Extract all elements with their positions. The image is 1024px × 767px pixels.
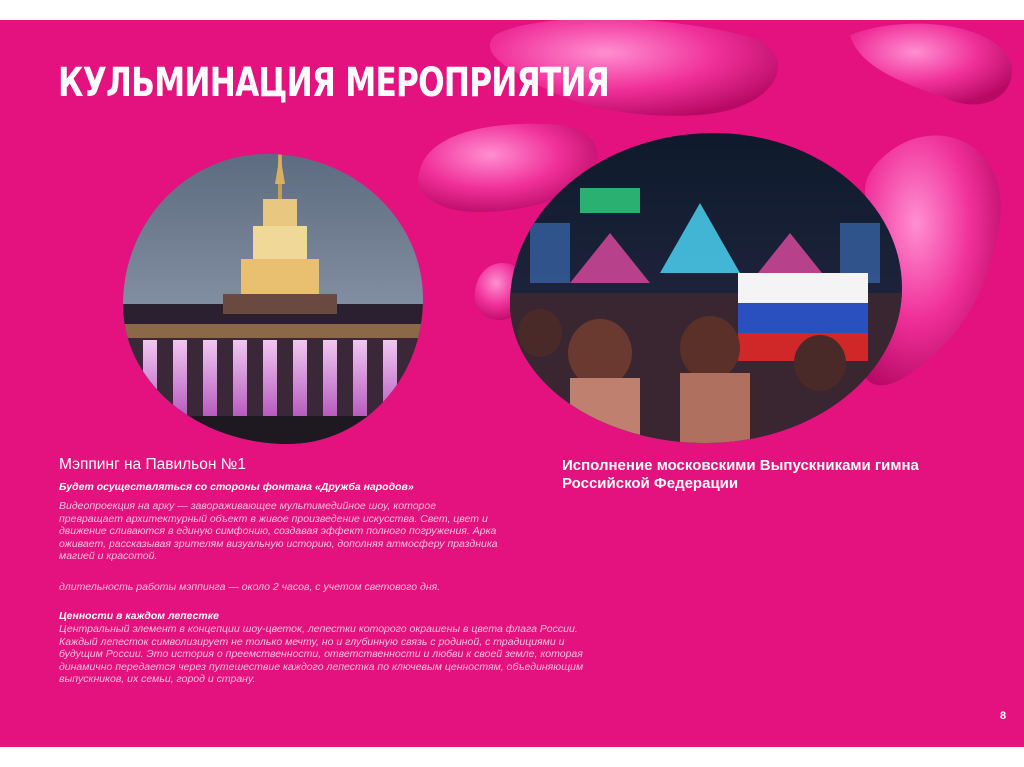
page-number: 8 [1000, 710, 1007, 722]
values-description: Центральный элемент в концепции шоу-цветок, лепестки которого окрашены в цвета флага России. Каждый лепесток символизирует не только мечту, но и глубинную связь с родиной, с традициями и будущим России. Это история о преемственности, ответственности и любви к своей земле, которая динамично передается через путешествие каждого лепестка по ключевым ценностям, объединяющим выпускников, их семьи, город и страну. [59, 623, 584, 685]
slide [0, 20, 1024, 747]
page-title: КУЛЬМИНАЦИЯ МЕРОПРИЯТИЯ [58, 60, 609, 106]
mapping-duration: длительность работы мэппинга — около 2 часов, с учетом светового дня. [59, 581, 441, 593]
anthem-heading: Исполнение московскими Выпускниками гимна Российской Федерации [562, 457, 919, 492]
mapping-subheading: Будет осуществляться со стороны фонтана «Дружба народов» [59, 481, 414, 493]
values-heading: Ценности в каждом лепестке [59, 610, 219, 622]
pavilion-photo [123, 154, 423, 444]
mapping-heading: Мэппинг на Павильон №1 [59, 456, 246, 473]
mapping-description: Видеопроекция на арку — завораживающее мультимедийное шоу, которое превращает архитектурный объект в живое произведение искусства. Свет, цвет и движение сливаются в единую симфонию, создавая эффект полного погружения. Арка оживает, рассказывая зрителям визуальную историю, дополняя атмосферу праздника магией и красотой. [59, 500, 498, 562]
